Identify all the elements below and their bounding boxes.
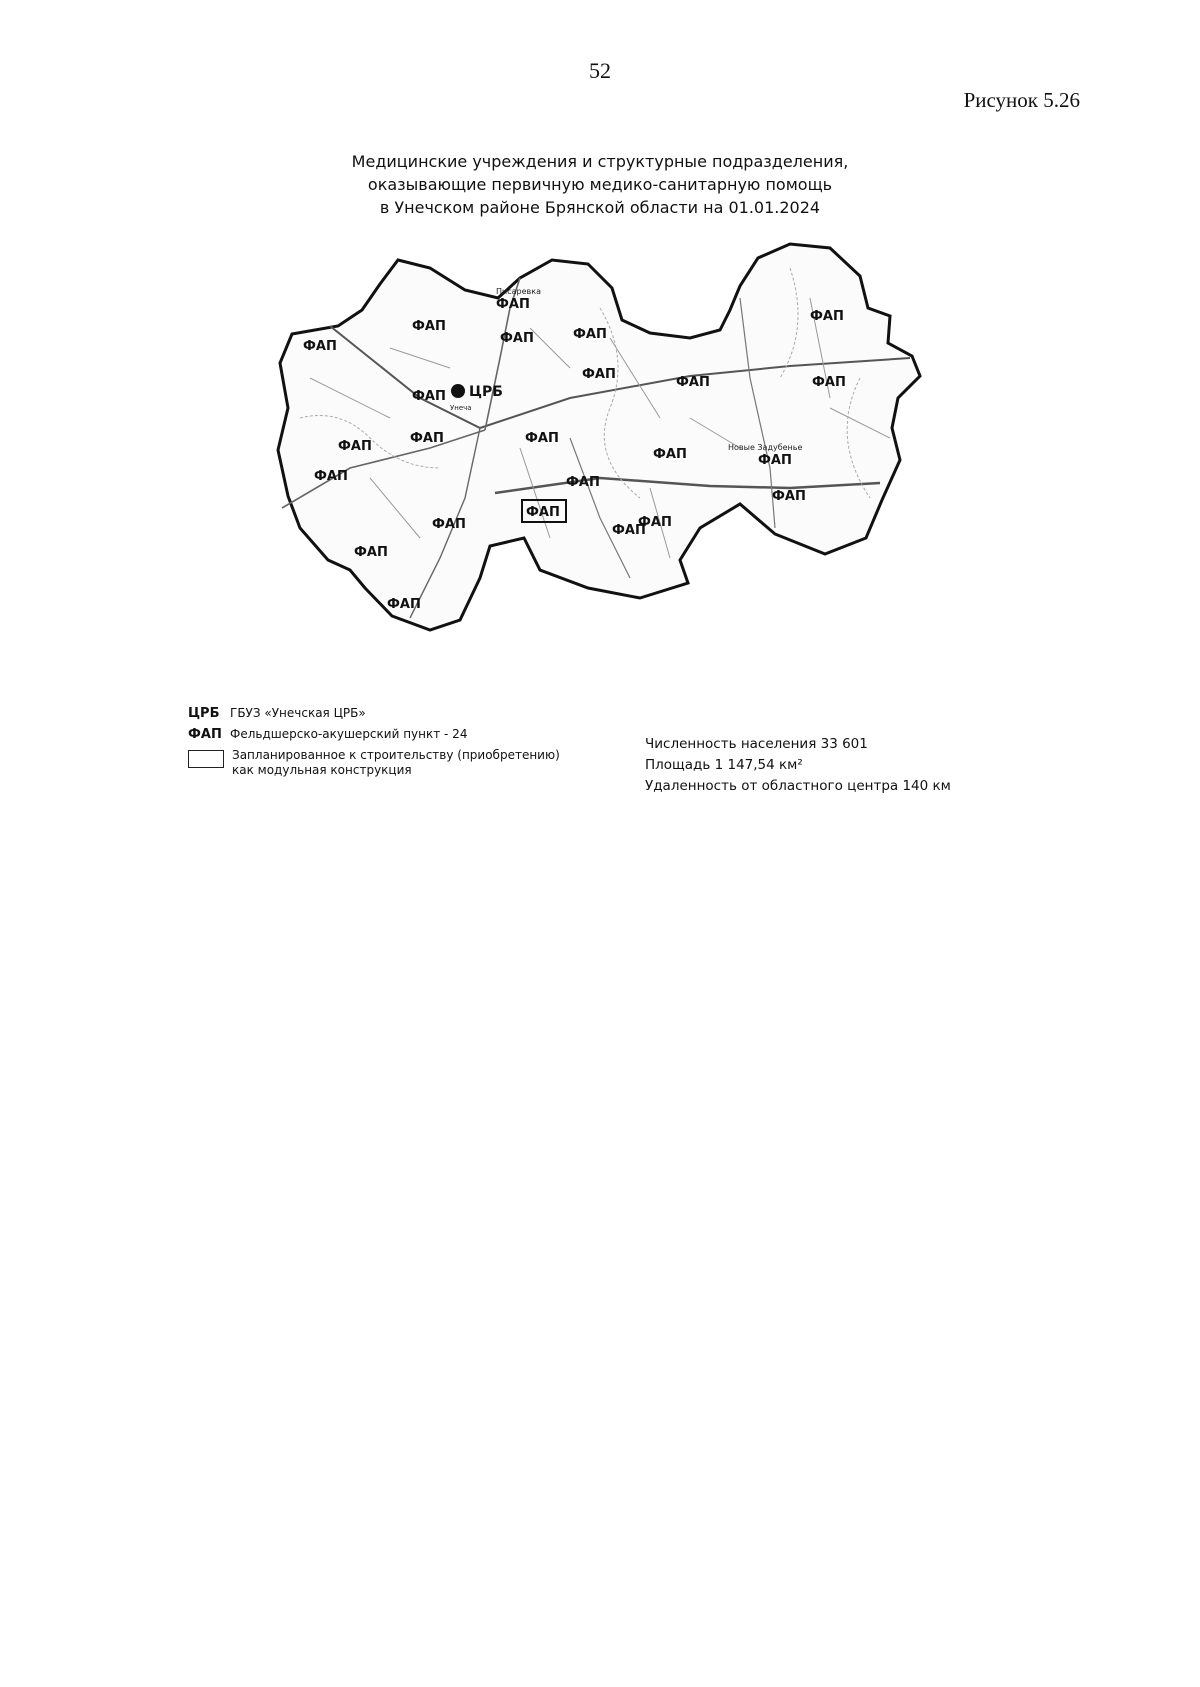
stat-population: Численность населения 33 601 — [645, 736, 868, 752]
fap-label: ФАП — [638, 515, 672, 530]
fap-label: ФАП — [354, 545, 388, 560]
fap-label: ФАП — [573, 327, 607, 342]
fap-label: ФАП — [612, 523, 646, 538]
fap-label: ФАП — [582, 367, 616, 382]
fap-label: ФАП — [810, 309, 844, 324]
legend-planned — [188, 748, 560, 778]
fap-label: ФАП — [387, 597, 421, 612]
page-number: 52 — [589, 58, 611, 83]
stat-area: Площадь 1 147,54 км² — [645, 757, 803, 773]
figure-title — [300, 150, 900, 219]
crb-map-label: ЦРБ — [469, 384, 503, 400]
legend-planned-line-1: Запланированное к строительству (приобретению) — [232, 748, 560, 762]
place-label-novye-zadubenye: Новые Задубенье — [728, 443, 803, 452]
fap-label: ФАП — [303, 339, 337, 354]
fap-label: ФАП — [812, 375, 846, 390]
title-line-2: оказывающие первичную медико-санитарную помощь — [367, 175, 833, 194]
fap-label: ФАП — [566, 475, 600, 490]
fap-label: ФАП — [772, 489, 806, 504]
district-stats — [645, 734, 951, 797]
fap-label: ФАП — [314, 469, 348, 484]
legend-crb-text: ГБУЗ «Унечская ЦРБ» — [230, 706, 366, 720]
crb-marker — [451, 384, 465, 398]
district-map — [270, 238, 960, 688]
fap-label: ФАП — [758, 453, 792, 468]
legend-crb — [188, 706, 560, 721]
fap-label: ФАП — [500, 331, 534, 346]
legend-planned-text — [232, 748, 560, 778]
fap-label: ФАП — [412, 319, 446, 334]
fap-label: ФАП — [410, 431, 444, 446]
legend-fap — [188, 727, 560, 742]
place-label-pisarevka: Писаревка — [496, 287, 541, 296]
fap-label: ФАП — [525, 431, 559, 446]
fap-label: ФАП — [676, 375, 710, 390]
legend-fap-abbr: ФАП — [188, 727, 222, 742]
legend-planned-box — [188, 750, 224, 768]
legend-fap-text: Фельдшерско-акушерский пункт - 24 — [230, 727, 468, 741]
figure-label: Рисунок 5.26 — [963, 88, 1080, 112]
title-line-1: Медицинские учреждения и структурные подразделения, — [351, 152, 849, 171]
stat-distance: Удаленность от областного центра 140 км — [645, 778, 951, 794]
fap-label: ФАП — [432, 517, 466, 532]
map-legend — [188, 706, 560, 784]
district-boundary — [278, 244, 920, 630]
title-line-3: в Унечском районе Брянской области на 01.01.2024 — [379, 198, 821, 217]
district-map-svg — [270, 238, 960, 688]
fap-label: ФАП — [653, 447, 687, 462]
fap-label: ФАП — [496, 297, 530, 312]
fap-label: ФАП — [412, 389, 446, 404]
legend-planned-line-2: как модульная конструкция — [232, 763, 412, 777]
place-label-unecha: Унеча — [450, 404, 472, 412]
fap-label: ФАП — [338, 439, 372, 454]
fap-label: ФАП — [526, 505, 560, 520]
legend-crb-abbr: ЦРБ — [188, 706, 220, 721]
